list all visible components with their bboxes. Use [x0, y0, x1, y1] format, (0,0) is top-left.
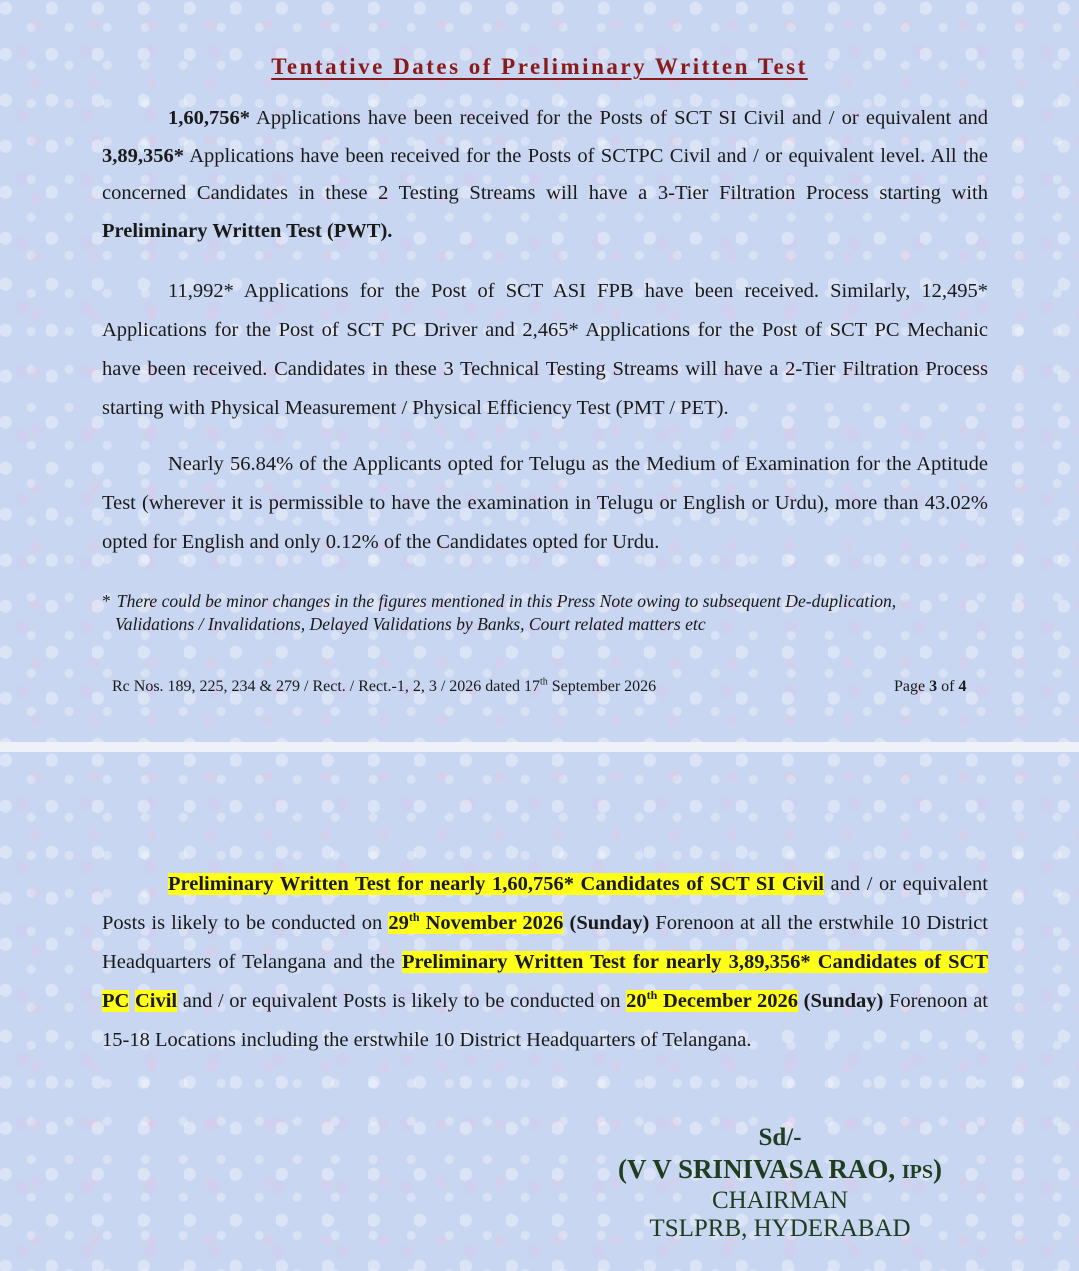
page-separator [0, 742, 1079, 752]
paragraph-pwt-schedule: Preliminary Written Test for nearly 1,60,756* Candidates of SCT SI Civil and / or equivalent Posts is likely to be conducted on 29th November 2026 (Sunday) Forenoon at all the erstwhile 10 District Headquarters of Telangana and the Preliminary Written Test for nearly 3,89,356* Candidates of SCT PC Civil and / or equivalent Posts is likely to be conducted on 20th December 2026 (Sunday) Forenoon at 15-18 Locations including the erstwhile 10 District Headquarters of Telangana. [102, 873, 989, 1051]
page-number: Page 3 of 4 [894, 678, 967, 695]
reference-number: Rc Nos. 189, 225, 234 & 279 / Rect. / Rect.-1, 2, 3 / 2026 dated 17th September 2026 [112, 676, 657, 695]
signatory-organization: TSLPRB, HYDERABAD [649, 1215, 911, 1242]
document-title: Tentative Dates of Preliminary Written Test [271, 54, 808, 79]
pwt-label: Preliminary Written Test (PWT). [102, 219, 393, 242]
highlight-pc-civil: Preliminary Written Test for nearly 3,89,356* Candidates of SCT PC [102, 951, 988, 1012]
paragraph-medium-of-exam: Nearly 56.84% of the Applicants opted for Telugu as the Medium of Examination for the Aptitude Test (wherever it is permissible to have the examination in Telugu or English or Urdu), more than 43.02% opted for English and only 0.12% of the Candidates opted for Urdu. [102, 453, 988, 553]
signatory-name: (V V SRINIVASA RAO, IPS) [618, 1154, 942, 1184]
si-civil-count: 1,60,756* [168, 107, 250, 129]
pc-civil-count: 3,89,356* [102, 144, 184, 167]
signature-sd: Sd/- [758, 1124, 802, 1151]
highlight-si-civil: Preliminary Written Test for nearly 1,60,756* Candidates of SCT SI Civil [168, 873, 824, 895]
footnote: * There could be minor changes in the figures mentioned in this Press Note owing to subsequent De-duplication, Validations / Invalidations, Delayed Validations by Banks, Court related matters etc [102, 591, 897, 634]
highlight-date-dec: 20th December 2026 [626, 988, 798, 1012]
paragraph-applications-technical: 11,992* Applications for the Post of SCT ASI FPB have been received. Similarly, 12,495* Applications for the Post of SCT PC Driver and 2,465* Applications for the Post of SCT PC Mechanic have been received. Candidates in these 3 Technical Testing Streams will have a 2-Tier Filtration Process starting with Physical Measurement / Physical Efficiency Test (PMT / PET). [102, 280, 988, 419]
paragraph-applications-civil: 1,60,756* Applications have been received for the Posts of SCT SI Civil and / or equivalent and 3,89,356* Applications have been received for the Posts of SCTPC Civil and / or equivalent level. All the concerned Candidates in these 2 Testing Streams will have a 3-Tier Filtration Process starting with Preliminary Written Test (PWT). [102, 107, 988, 242]
signatory-designation: CHAIRMAN [711, 1187, 849, 1214]
highlight-date-nov: 29th November 2026 [388, 910, 564, 934]
